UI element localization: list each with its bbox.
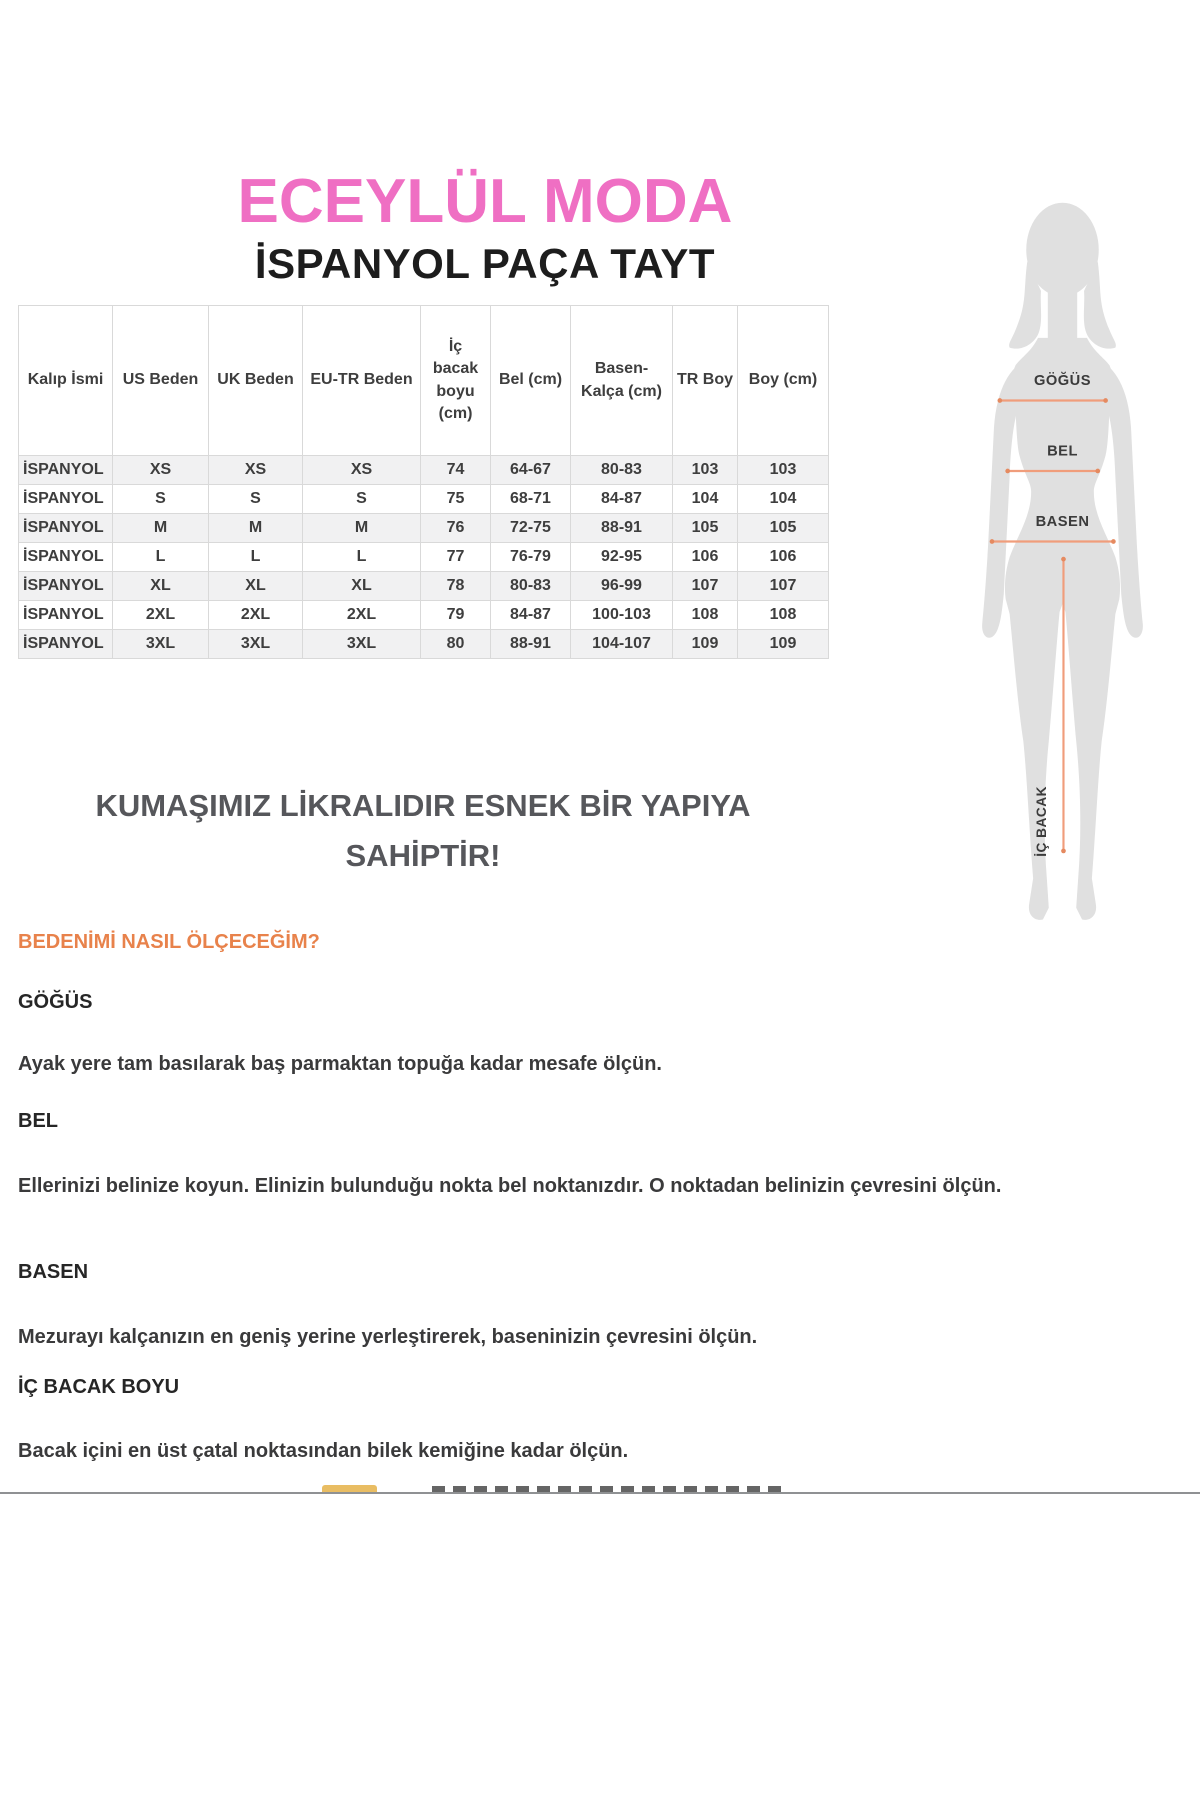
table-cell: L bbox=[113, 543, 209, 572]
table-cell: 100-103 bbox=[571, 601, 673, 630]
size-table-body bbox=[19, 456, 829, 659]
guide-title-gogus: GÖĞÜS bbox=[18, 991, 93, 1013]
table-cell: L bbox=[303, 543, 421, 572]
arrow-end-dot bbox=[1061, 557, 1066, 562]
col-header-kalip-ismi: Kalıp İsmi bbox=[19, 306, 113, 456]
guide-title-basen: BASEN bbox=[18, 1261, 89, 1283]
table-cell: M bbox=[303, 514, 421, 543]
size-table bbox=[18, 305, 829, 659]
table-cell: 109 bbox=[673, 630, 738, 659]
guide-text-bel: Ellerinizi belinize koyun. Elinizin bulunduğu nokta bel noktanızdır. O noktadan belinizin çevresini ölçün. bbox=[18, 1175, 1002, 1197]
table-cell: 103 bbox=[673, 456, 738, 485]
fabric-note-line2: SAHİPTİR! bbox=[345, 838, 501, 873]
table-cell: 107 bbox=[673, 572, 738, 601]
table-row bbox=[19, 630, 829, 659]
table-cell: M bbox=[113, 514, 209, 543]
table-cell: 106 bbox=[673, 543, 738, 572]
table-cell: XL bbox=[303, 572, 421, 601]
measure-heading: BEDENİMİ NASIL ÖLÇECEĞİM? bbox=[18, 931, 320, 953]
table-cell: 68-71 bbox=[491, 485, 571, 514]
table-cell: 80-83 bbox=[571, 456, 673, 485]
table-cell: 84-87 bbox=[571, 485, 673, 514]
chest-measure-label: GÖĞÜS bbox=[1033, 372, 1092, 389]
table-cell: 80 bbox=[421, 630, 491, 659]
table-cell: XL bbox=[113, 572, 209, 601]
table-cell: İSPANYOL bbox=[19, 601, 113, 630]
body-silhouette-illustration bbox=[945, 185, 1180, 945]
table-cell: 108 bbox=[673, 601, 738, 630]
arrow-end-dot bbox=[990, 539, 995, 544]
table-cell: 104 bbox=[673, 485, 738, 514]
silhouette-head bbox=[1026, 203, 1098, 297]
guide-text-basen: Mezurayı kalçanızın en geniş yerine yerleştirerek, baseninizin çevresini ölçün. bbox=[18, 1326, 758, 1348]
inseam-measure-label: İÇ BACAK bbox=[1033, 785, 1049, 857]
table-cell: S bbox=[303, 485, 421, 514]
col-header-basen-kalca: Basen-Kalça (cm) bbox=[571, 306, 673, 456]
table-cell: 79 bbox=[421, 601, 491, 630]
table-cell: 64-67 bbox=[491, 456, 571, 485]
table-cell: 3XL bbox=[209, 630, 303, 659]
table-cell: 74 bbox=[421, 456, 491, 485]
table-cell: XS bbox=[303, 456, 421, 485]
arrow-end-dot bbox=[1061, 849, 1066, 854]
table-cell: 3XL bbox=[303, 630, 421, 659]
arrow-end-dot bbox=[1103, 398, 1108, 403]
truncated-section-divider bbox=[0, 1492, 1200, 1494]
table-cell: İSPANYOL bbox=[19, 543, 113, 572]
arrow-end-dot bbox=[997, 398, 1002, 403]
col-header-ic-bacak: İç bacak boyu (cm) bbox=[421, 306, 491, 456]
table-cell: 3XL bbox=[113, 630, 209, 659]
guide-text-ic-bacak: Bacak içini en üst çatal noktasından bilek kemiğine kadar ölçün. bbox=[18, 1440, 629, 1462]
product-title: İSPANYOL PAÇA TAYT bbox=[254, 240, 716, 287]
table-cell: İSPANYOL bbox=[19, 485, 113, 514]
col-header-eu-tr-beden: EU-TR Beden bbox=[303, 306, 421, 456]
table-cell: 92-95 bbox=[571, 543, 673, 572]
table-cell: M bbox=[209, 514, 303, 543]
table-row bbox=[19, 572, 829, 601]
table-cell: 104-107 bbox=[571, 630, 673, 659]
arrow-end-dot bbox=[1095, 469, 1100, 474]
table-cell: 2XL bbox=[113, 601, 209, 630]
truncated-next-section-text bbox=[432, 1486, 788, 1492]
table-cell: 104 bbox=[738, 485, 829, 514]
table-cell: 105 bbox=[738, 514, 829, 543]
table-cell: XS bbox=[113, 456, 209, 485]
table-cell: 72-75 bbox=[491, 514, 571, 543]
table-row bbox=[19, 543, 829, 572]
guide-title-bel: BEL bbox=[18, 1110, 58, 1132]
col-header-bel: Bel (cm) bbox=[491, 306, 571, 456]
table-cell: 106 bbox=[738, 543, 829, 572]
guide-text-gogus: Ayak yere tam basılarak baş parmaktan topuğa kadar mesafe ölçün. bbox=[18, 1053, 662, 1075]
table-cell: 107 bbox=[738, 572, 829, 601]
table-cell: 96-99 bbox=[571, 572, 673, 601]
table-cell: 84-87 bbox=[491, 601, 571, 630]
table-cell: İSPANYOL bbox=[19, 456, 113, 485]
table-cell: S bbox=[209, 485, 303, 514]
table-cell: 105 bbox=[673, 514, 738, 543]
table-cell: 75 bbox=[421, 485, 491, 514]
table-cell: 88-91 bbox=[491, 630, 571, 659]
table-cell: 2XL bbox=[209, 601, 303, 630]
table-cell: 77 bbox=[421, 543, 491, 572]
silhouette-neck bbox=[1048, 283, 1077, 344]
truncated-next-section-icon bbox=[322, 1485, 377, 1492]
body-measurement-figure bbox=[945, 185, 1180, 945]
table-cell: 108 bbox=[738, 601, 829, 630]
table-row bbox=[19, 514, 829, 543]
arrow-end-dot bbox=[1005, 469, 1010, 474]
table-cell: 76 bbox=[421, 514, 491, 543]
table-header-row bbox=[19, 306, 829, 456]
table-cell: 78 bbox=[421, 572, 491, 601]
table-cell: 80-83 bbox=[491, 572, 571, 601]
table-cell: XL bbox=[209, 572, 303, 601]
table-cell: L bbox=[209, 543, 303, 572]
col-header-us-beden: US Beden bbox=[113, 306, 209, 456]
hip-measure-label: BASEN bbox=[1035, 513, 1090, 530]
table-cell: İSPANYOL bbox=[19, 630, 113, 659]
table-cell: 76-79 bbox=[491, 543, 571, 572]
guide-title-ic-bacak: İÇ BACAK BOYU bbox=[18, 1376, 180, 1398]
fabric-note bbox=[18, 781, 828, 881]
table-cell: İSPANYOL bbox=[19, 572, 113, 601]
table-row bbox=[19, 601, 829, 630]
col-header-tr-boy: TR Boy bbox=[673, 306, 738, 456]
col-header-boy: Boy (cm) bbox=[738, 306, 829, 456]
waist-measure-label: BEL bbox=[1047, 443, 1078, 460]
table-cell: İSPANYOL bbox=[19, 514, 113, 543]
table-cell: 103 bbox=[738, 456, 829, 485]
table-cell: 2XL bbox=[303, 601, 421, 630]
fabric-note-line1: KUMAŞIMIZ LİKRALIDIR ESNEK BİR YAPIYA bbox=[95, 788, 751, 823]
arrow-end-dot bbox=[1111, 539, 1116, 544]
table-row bbox=[19, 456, 829, 485]
table-cell: 88-91 bbox=[571, 514, 673, 543]
table-cell: S bbox=[113, 485, 209, 514]
table-cell: XS bbox=[209, 456, 303, 485]
col-header-uk-beden: UK Beden bbox=[209, 306, 303, 456]
brand-title: ECEYLÜL MODA bbox=[237, 167, 733, 236]
table-row bbox=[19, 485, 829, 514]
table-cell: 109 bbox=[738, 630, 829, 659]
